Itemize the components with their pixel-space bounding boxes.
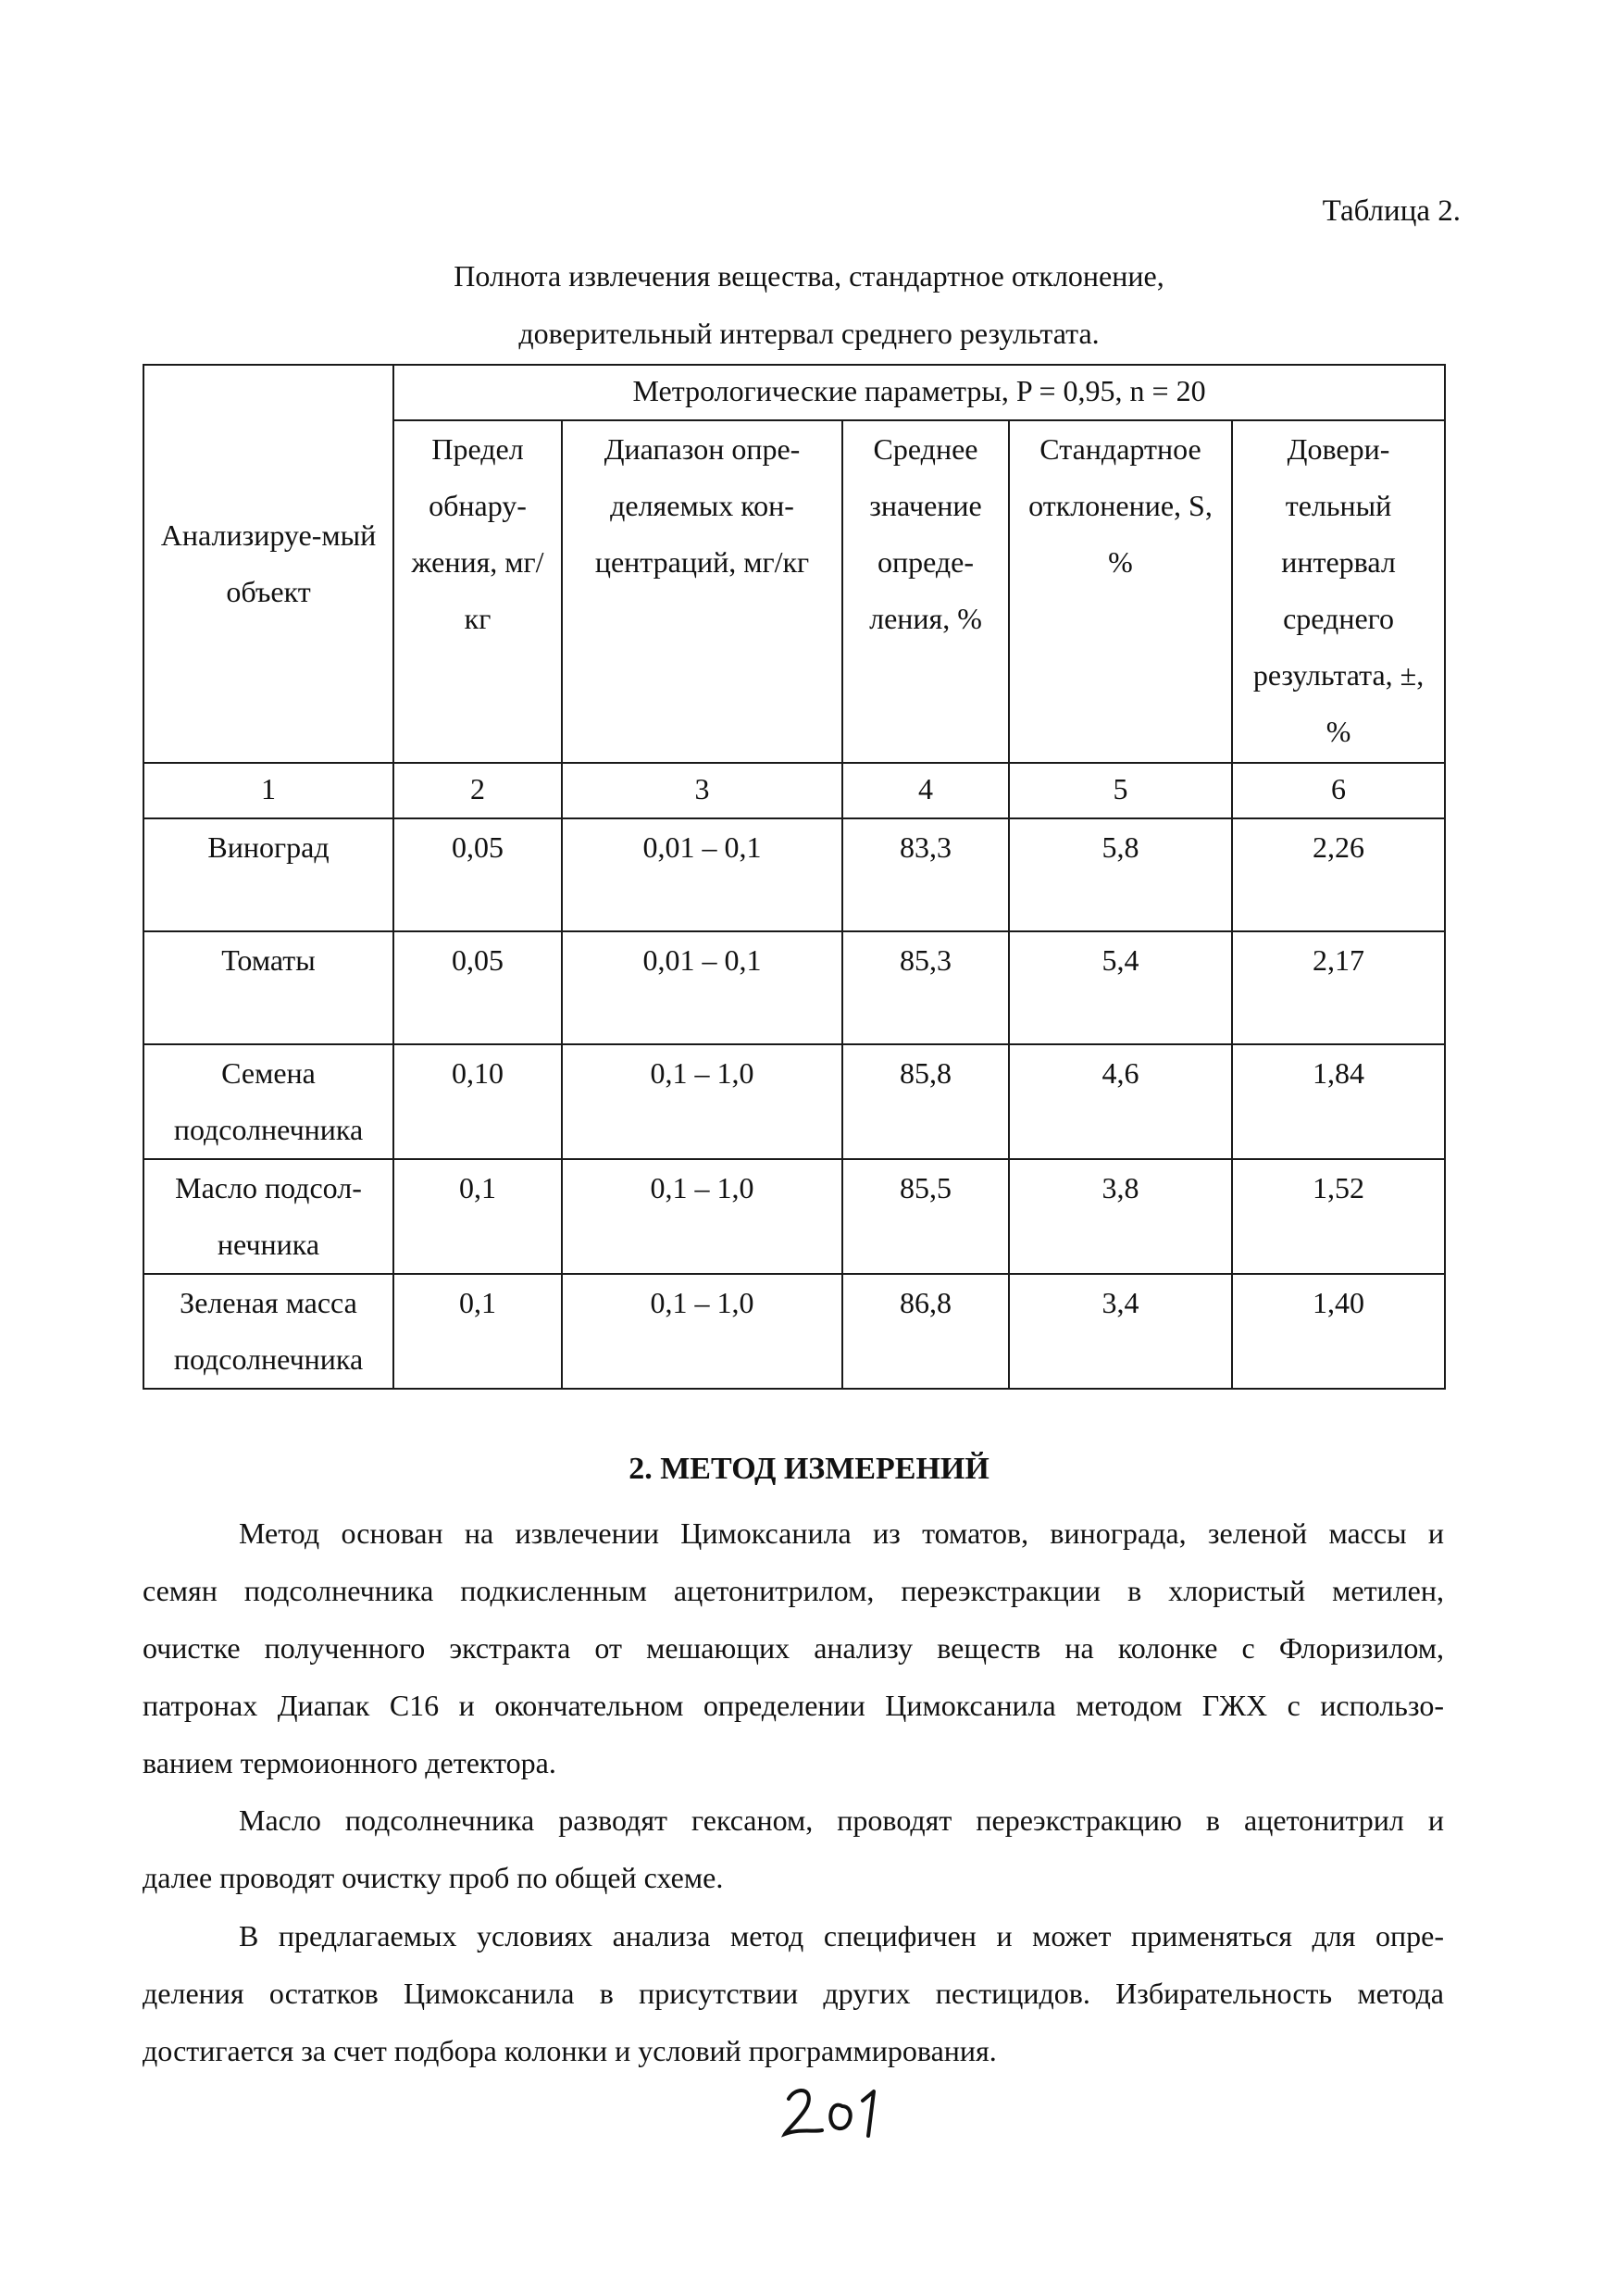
cell-mean: 85,3 (842, 931, 1009, 1044)
header-mean-value: Среднее значение опреде-ления, % (842, 420, 1009, 763)
cell-detection-limit: 0,1 (393, 1274, 562, 1389)
header-analyzed-object: Анализируе-мый объект (143, 365, 393, 763)
metrology-table (143, 364, 1446, 1390)
header-metrology-group: Метрологические параметры, P = 0,95, n = 20 (393, 365, 1445, 420)
text-line: очистке полученного экстракта от мешающих анализу веществ на колонке с Флоризилом, (143, 1631, 1444, 1665)
table-row (143, 818, 1445, 931)
cell-range: 0,1 – 1,0 (562, 1159, 842, 1274)
column-number: 3 (562, 763, 842, 818)
table-caption-line-2: доверительный интервал среднего результата. (518, 317, 1100, 350)
cell-detection-limit: 0,10 (393, 1044, 562, 1159)
cell-range: 0,1 – 1,0 (562, 1044, 842, 1159)
cell-object: Зеленая масса подсолнечника (143, 1274, 393, 1389)
column-number: 5 (1009, 763, 1232, 818)
cell-object: Семена подсолнечника (143, 1044, 393, 1159)
table-row (143, 931, 1445, 1044)
cell-mean: 85,8 (842, 1044, 1009, 1159)
text-line: деления остатков Цимоксанила в присутствии других пестицидов. Избирательность метода (143, 1977, 1444, 2010)
cell-object: Масло подсол-нечника (143, 1159, 393, 1274)
paragraph-specificity (143, 1907, 1444, 2079)
text-line: Метод основан на извлечении Цимоксанила из томатов, винограда, зеленой массы и (239, 1516, 1444, 1550)
column-number: 1 (143, 763, 393, 818)
handwritten-page-number (778, 2078, 889, 2143)
cell-detection-limit: 0,05 (393, 931, 562, 1044)
cell-object: Томаты (143, 931, 393, 1044)
paragraph-oil-dilution (143, 1791, 1444, 1906)
cell-range: 0,01 – 0,1 (562, 931, 842, 1044)
cell-detection-limit: 0,05 (393, 818, 562, 931)
cell-ci: 1,84 (1232, 1044, 1445, 1159)
table-row (143, 1044, 1445, 1159)
cell-mean: 85,5 (842, 1159, 1009, 1274)
section-title: 2. МЕТОД ИЗМЕРЕНИЙ (629, 1452, 989, 1486)
table-row (143, 1159, 1445, 1274)
paragraph-method-basis (143, 1504, 1444, 1791)
cell-mean: 86,8 (842, 1274, 1009, 1389)
header-concentration-range: Диапазон опре-деляемых кон-центраций, мг/кг (562, 420, 842, 763)
column-number: 2 (393, 763, 562, 818)
table-label: Таблица 2. (1322, 194, 1461, 228)
cell-object: Виноград (143, 818, 393, 931)
header-standard-deviation: Стандартное отклонение, S, % (1009, 420, 1232, 763)
text-line: ванием термоионного детектора. (143, 1746, 556, 1779)
cell-ci: 1,40 (1232, 1274, 1445, 1389)
column-number: 6 (1232, 763, 1445, 818)
text-line: семян подсолнечника подкисленным ацетонитрилом, переэкстракции в хлористый метилен, (143, 1574, 1444, 1607)
text-line: В предлагаемых условиях анализа метод специфичен и может применяться для опре- (239, 1919, 1444, 1953)
table-caption-line-1: Полнота извлечения вещества, стандартное отклонение, (454, 259, 1164, 293)
header-confidence-interval: Довери-тельный интервал среднего результата, ±, % (1232, 420, 1445, 763)
cell-sd: 5,8 (1009, 818, 1232, 931)
cell-range: 0,1 – 1,0 (562, 1274, 842, 1389)
cell-sd: 3,4 (1009, 1274, 1232, 1389)
cell-ci: 1,52 (1232, 1159, 1445, 1274)
cell-sd: 3,8 (1009, 1159, 1232, 1274)
cell-detection-limit: 0,1 (393, 1159, 562, 1274)
cell-range: 0,01 – 0,1 (562, 818, 842, 931)
cell-ci: 2,26 (1232, 818, 1445, 931)
cell-sd: 5,4 (1009, 931, 1232, 1044)
cell-sd: 4,6 (1009, 1044, 1232, 1159)
cell-ci: 2,17 (1232, 931, 1445, 1044)
text-line: Масло подсолнечника разводят гексаном, проводят переэкстракцию в ацетонитрил и (239, 1803, 1444, 1837)
header-detection-limit: Предел обнару-жения, мг/кг (393, 420, 562, 763)
cell-mean: 83,3 (842, 818, 1009, 931)
column-number: 4 (842, 763, 1009, 818)
table-row (143, 1274, 1445, 1389)
text-line: достигается за счет подбора колонки и условий программирования. (143, 2034, 997, 2067)
text-line: патронах Диапак С16 и окончательном определении Цимоксанила методом ГЖХ с использо- (143, 1689, 1444, 1722)
text-line: далее проводят очистку проб по общей схеме. (143, 1861, 724, 1894)
